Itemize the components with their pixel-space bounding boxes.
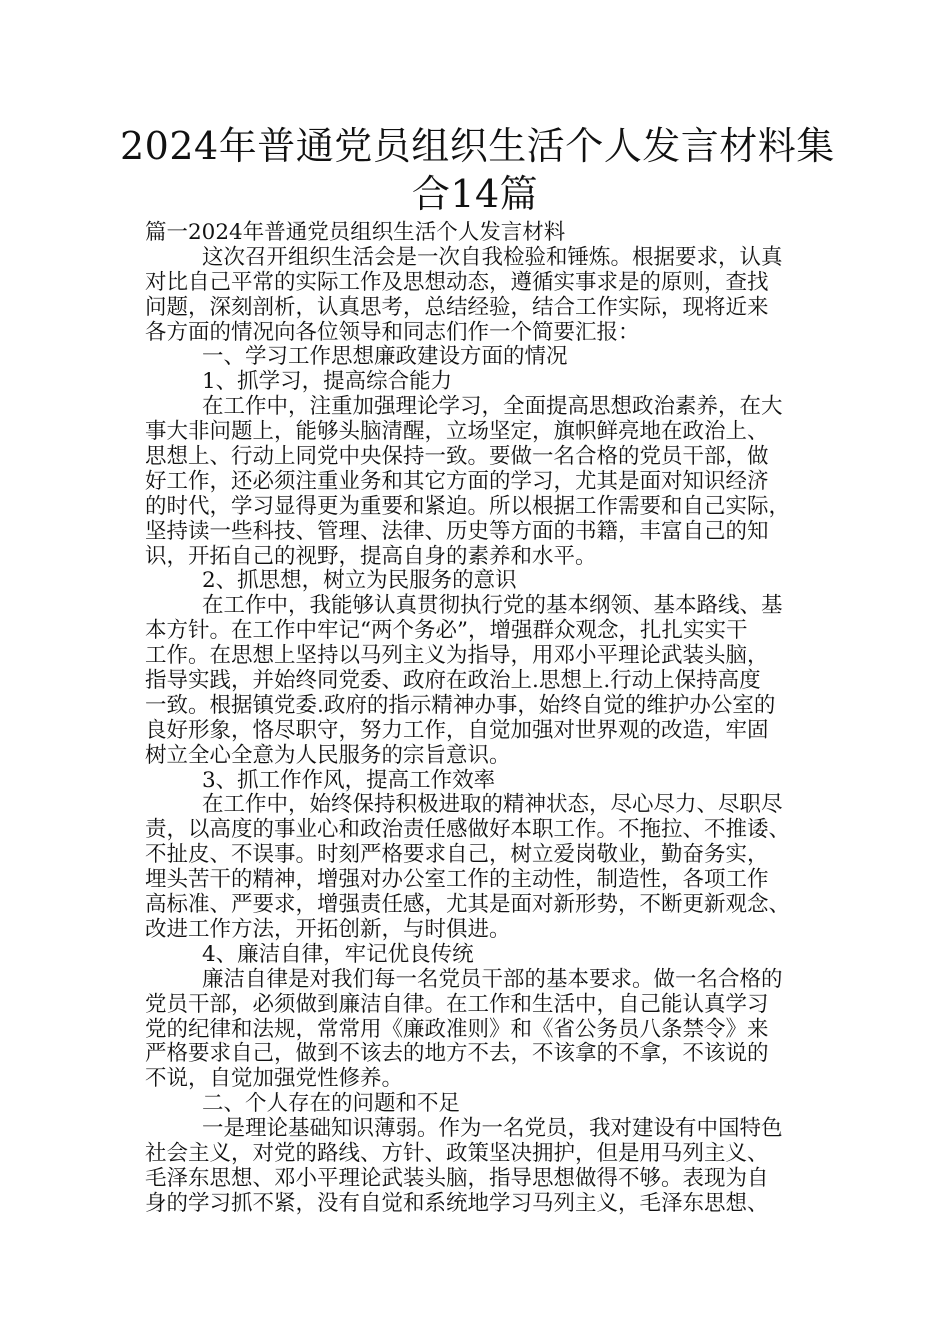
paragraph-line: 3、抓工作作风，提高工作效率 xyxy=(202,767,496,793)
paragraph-line: 良好形象，恪尽职守，努力工作，自觉加强对世界观的改造，牢固 xyxy=(145,717,769,743)
paragraph-line: 廉洁自律是对我们每一名党员干部的基本要求。做一名合格的 xyxy=(202,966,783,992)
paragraph-line: 好工作，还必须注重业务和其它方面的学习，尤其是面对知识经济 xyxy=(145,468,769,494)
paragraph-line: 身的学习抓不紧，没有自觉和系统地学习马列主义，毛泽东思想、 xyxy=(145,1190,769,1216)
paragraph-line: 工作。在思想上坚持以马列主义为指导，用邓小平理论武装头脑， xyxy=(145,643,769,669)
paragraph-line: 一致。根据镇党委.政府的指示精神办事，始终自觉的维护办公室的 xyxy=(145,692,776,718)
paragraph-line: 事大非问题上，能够头脑清醒，立场坚定，旗帜鲜亮地在政治上、 xyxy=(145,419,769,445)
paragraph-line: 的时代，学习显得更为重要和紧迫。所以根据工作需要和自己实际， xyxy=(145,493,791,519)
document-body xyxy=(145,221,825,1217)
paragraph-line: 社会主义，对党的路线、方针、政策坚决拥护，但是用马列主义、 xyxy=(145,1140,769,1166)
paragraph-line: 篇一2024年普通党员组织生活个人发言材料 xyxy=(145,220,566,245)
paragraph-line: 党员干部，必须做到廉洁自律。在工作和生活中，自己能认真学习 xyxy=(145,991,769,1017)
paragraph-line: 高标准、严要求，增强责任感，尤其是面对新形势，不断更新观念、 xyxy=(145,892,791,918)
paragraph-line: 改进工作方法，开拓创新，与时俱进。 xyxy=(145,916,511,942)
paragraph-line: 树立全心全意为人民服务的宗旨意识。 xyxy=(145,742,511,768)
paragraph-line: 严格要求自己，做到不该去的地方不去，不该拿的不拿，不该说的 xyxy=(145,1041,769,1067)
paragraph-line: 本方针。在工作中牢记“两个务必”，增强群众观念，扎扎实实干 xyxy=(145,618,748,644)
paragraph-line: 各方面的情况向各位领导和同志们作一个简要汇报： xyxy=(145,319,640,345)
paragraph-line: 在工作中，始终保持积极进取的精神状态，尽心尽力、尽职尽 xyxy=(202,792,783,818)
paragraph-line: 对比自己平常的实际工作及思想动态，遵循实事求是的原则，查找 xyxy=(145,269,769,295)
paragraph-line: 不说，自觉加强党性修养。 xyxy=(145,1066,404,1092)
paragraph-line: 识，开拓自己的视野，提高自身的素养和水平。 xyxy=(145,543,597,569)
paragraph-line: 埋头苦干的精神，增强对办公室工作的主动性，制造性，各项工作 xyxy=(145,867,769,893)
paragraph-line: 在工作中，注重加强理论学习，全面提高思想政治素养，在大 xyxy=(202,394,783,420)
paragraph-line: 不扯皮、不误事。时刻严格要求自己，树立爱岗敬业，勤奋务实， xyxy=(145,842,769,868)
paragraph-line: 党的纪律和法规，常常用《廉政准则》和《省公务员八条禁令》来 xyxy=(145,1016,769,1042)
paragraph-line: 思想上、行动上同党中央保持一致。要做一名合格的党员干部，做 xyxy=(145,444,769,470)
paragraph-line: 4、廉洁自律，牢记优良传统 xyxy=(202,941,474,967)
paragraph-line: 责，以高度的事业心和政治责任感做好本职工作。不拖拉、不推诿、 xyxy=(145,817,791,843)
paragraph-line: 这次召开组织生活会是一次自我检验和锤炼。根据要求，认真 xyxy=(202,244,783,270)
paragraph-line: 2、抓思想，树立为民服务的意识 xyxy=(202,568,517,594)
paragraph-line: 问题，深刻剖析，认真思考，总结经验，结合工作实际，现将近来 xyxy=(145,294,769,320)
document-title xyxy=(120,122,835,218)
paragraph-line: 一、学习工作思想廉政建设方面的情况 xyxy=(202,344,568,370)
paragraph-line: 1、抓学习，提高综合能力 xyxy=(202,369,453,395)
title-line: 合14篇 xyxy=(411,172,539,216)
paragraph-line: 一是理论基础知识薄弱。作为一名党员，我对建设有中国特色 xyxy=(202,1116,783,1142)
paragraph-line: 二、个人存在的问题和不足 xyxy=(202,1091,461,1117)
paragraph-line: 指导实践，并始终同党委、政府在政治上.思想上.行动上保持高度 xyxy=(145,668,761,694)
paragraph-line: 坚持读一些科技、管理、法律、历史等方面的书籍，丰富自己的知 xyxy=(145,518,769,544)
title-line: 2024年普通党员组织生活个人发言材料集 xyxy=(120,124,835,168)
paragraph-line: 在工作中，我能够认真贯彻执行党的基本纲领、基本路线、基 xyxy=(202,593,783,619)
paragraph-line: 毛泽东思想、邓小平理论武装头脑，指导思想做得不够。表现为自 xyxy=(145,1165,769,1191)
